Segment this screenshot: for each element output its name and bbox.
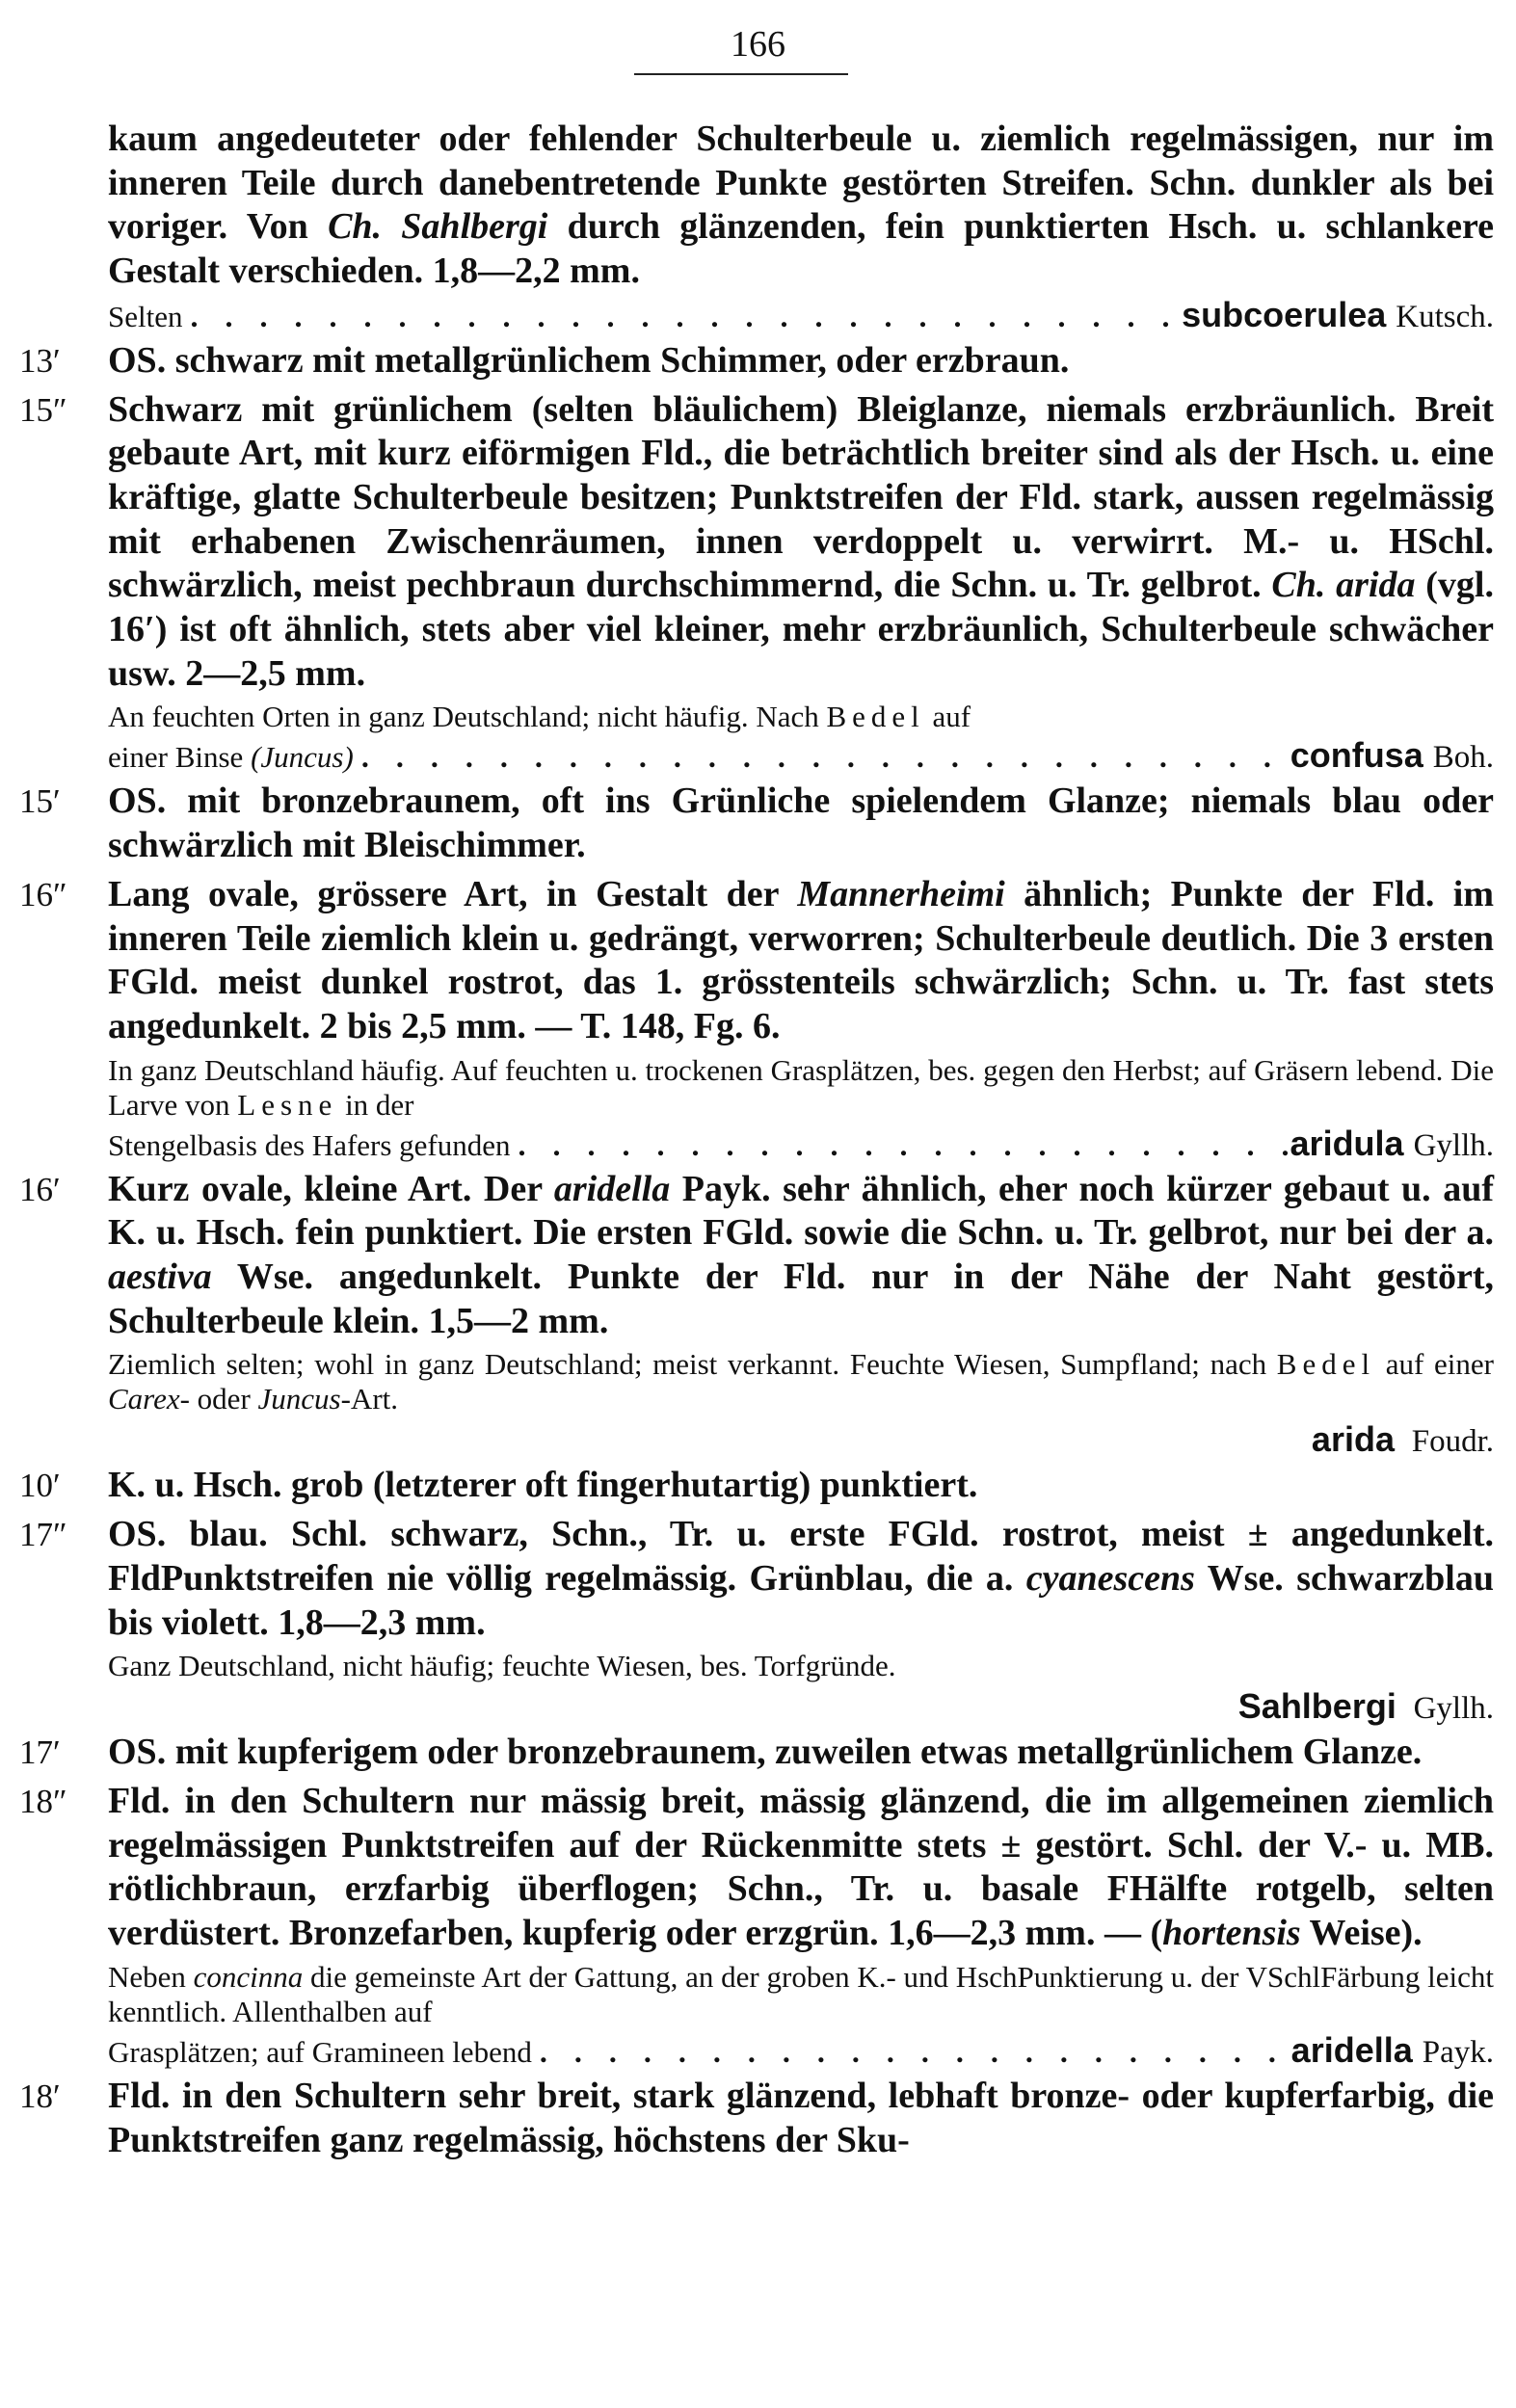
entry-15-double-prime xyxy=(19,388,1494,776)
entry-17-double-prime xyxy=(19,1513,1494,1726)
species-name: aridula xyxy=(1290,1123,1404,1163)
habitat-note: An feuchten Orten in ganz Deutschland; nicht häufig. Nach Bedel auf xyxy=(108,700,971,734)
species-line xyxy=(108,1419,1494,1460)
species-author: Foudr. xyxy=(1411,1424,1494,1460)
entry-description: OS. schwarz mit metallgrünlichem Schimmer, oder erzbraun. xyxy=(108,339,1070,381)
species-line: einer Binse (Juncus) . . . confusa Boh. xyxy=(108,738,1494,775)
species-author: Kutsch. xyxy=(1396,299,1494,334)
entry-description: Kurz ovale, kleine Art. Der aridella Payk. sehr ähnlich, eher noch kürzer gebaut u. auf K. u. Hsch. fein punktiert. Die ersten FGld. sowie die Schn. u. Tr. gelbrot, nur bei der a. aestiva Wse. angedunkelt. Punkte der Fld. nur in der Nähe der Naht gestört, Schulterbeule klein. 1,5—2 mm. xyxy=(108,1168,1494,1341)
couplet-number: 18′ xyxy=(19,2077,61,2115)
species-author: Boh. xyxy=(1432,740,1494,776)
habitat-note: Ziemlich selten; wohl in ganz Deutschland; meist verkannt. Feuchte Wiesen, Sumpfland; nach Bedel auf einer Carex- oder Juncus-Art. xyxy=(108,1347,1494,1416)
entry-description: Schwarz mit grünlichem (selten bläulichem) Bleiglanze, niemals erzbräunlich. Breit gebaute Art, mit kurz eiförmigen Fld., die beträchtlich breiter sind als der Hsch. u. eine kräftige, glatte Schulterbeule besitzen; Punktstreifen der Fld. stark, aussen regelmässig mit erhabenen Zwischenräumen, innen verdoppelt u. verwirrt. M.- u. HSchl. schwärzlich, meist pechbraun durchschimmernd, die Schn. u. Tr. gelbrot. Ch. arida (vgl. 16′) ist oft ähnlich, stets aber viel kleiner, mehr erzbräunlich, Schulterbeule schwächer usw. 2—2,5 mm. xyxy=(108,388,1494,694)
entry-13-prime xyxy=(19,339,1494,384)
species-line: Grasplätzen; auf Gramineen lebend . . . aridella Payk. xyxy=(108,2033,1494,2070)
couplet-number: 15′ xyxy=(19,782,61,821)
species-author: Gyllh. xyxy=(1413,1691,1494,1727)
species-name: arida xyxy=(1311,1419,1395,1460)
entry-description: Lang ovale, grössere Art, in Gestalt der Mannerheimi ähnlich; Punkte der Fld. im inneren Teile ziemlich klein u. gedrängt, verworren; Schulterbeule deutlich. Die 3 ersten FGld. meist dunkel rostrot, das 1. grösstenteils schwärzlich; Schn. u. Tr. fast stets angedunkelt. 2 bis 2,5 mm. — T. 148, Fg. 6. xyxy=(108,873,1495,1046)
species-author: Gyllh. xyxy=(1413,1127,1494,1163)
couplet-number: 18″ xyxy=(19,1782,67,1820)
entry-description: OS. mit bronzebraunem, oft ins Grünliche spielendem Glanze; niemals blau oder schwärzlich mit Bleischimmer. xyxy=(108,781,1494,866)
entry-16-double-prime xyxy=(19,873,1494,1163)
habitat-note: In ganz Deutschland häufig. Auf feuchten u. trockenen Grasplätzen, bes. gegen den Herbst; auf Gräsern lebend. Die Larve von Lesne in der xyxy=(108,1052,1494,1122)
entry-description: Fld. in den Schultern sehr breit, stark glänzend, lebhaft bronze- oder kupferfarbig, die Punktstreifen ganz regelmässig, höchstens der Sku- xyxy=(108,2075,1494,2160)
species-name: subcoerulea xyxy=(1182,294,1387,334)
species-author: Payk. xyxy=(1422,2034,1494,2070)
entry-18-prime xyxy=(19,2075,1494,2162)
couplet-number: 17′ xyxy=(19,1733,61,1772)
entry-continuation xyxy=(19,118,1494,334)
habitat-note: Ganz Deutschland, nicht häufig; feuchte Wiesen, bes. Torfgründe. xyxy=(108,1649,896,1683)
entry-description: OS. mit kupferigem oder bronzebraunem, zuweilen etwas metallgrünlichem Glanze. xyxy=(108,1732,1423,1773)
habitat-note: Neben concinna die gemeinste Art der Gattung, an der groben K.- und HschPunktierung u. der VSchlFärbung leicht kenntlich. Allenthalben auf xyxy=(108,1959,1495,2028)
header-rule xyxy=(634,73,848,75)
couplet-number: 13′ xyxy=(19,341,61,380)
key-content xyxy=(19,118,1494,2167)
entry-15-prime xyxy=(19,780,1494,867)
species-line: Stengelbasis des Hafers gefunden . . . aridula Gyllh. xyxy=(108,1126,1494,1163)
species-line xyxy=(108,294,1494,334)
leader-dots xyxy=(532,2034,1291,2069)
page-number: 166 xyxy=(731,24,785,65)
couplet-number: 10′ xyxy=(19,1467,61,1505)
species-name: aridella xyxy=(1290,2029,1413,2070)
leader-dots xyxy=(354,739,1290,774)
couplet-number: 16″ xyxy=(19,875,67,913)
entry-10-prime xyxy=(19,1464,1494,1508)
entry-17-prime xyxy=(19,1731,1494,1775)
entry-18-double-prime xyxy=(19,1780,1494,2070)
leader-dots xyxy=(183,299,1183,333)
couplet-number: 15″ xyxy=(19,390,67,429)
habitat-note: Selten xyxy=(108,299,183,333)
couplet-number: 16′ xyxy=(19,1170,61,1208)
species-name: confusa xyxy=(1290,735,1423,776)
couplet-number: 17″ xyxy=(19,1516,67,1554)
entry-description: OS. blau. Schl. schwarz, Schn., Tr. u. erste FGld. rostrot, meist ± angedunkelt. FldPunktstreifen nie völlig regelmässig. Grünblau, die a. cyanescens Wse. schwarzblau bis violett. 1,8—2,3 mm. xyxy=(108,1514,1494,1643)
species-name: Sahlbergi xyxy=(1237,1686,1396,1727)
entry-description: K. u. Hsch. grob (letzterer oft fingerhutartig) punktiert. xyxy=(108,1465,978,1506)
entry-description: kaum angedeuteter oder fehlender Schulterbeule u. ziemlich regelmässigen, nur im inneren Teile durch danebentretende Punkte gestörten Streifen. Schn. dunkler als bei voriger. Von Ch. Sahlbergi durch glänzenden, fein punktierten Hsch. u. schlankere Gestalt verschieden. 1,8—2,2 mm. xyxy=(108,119,1495,292)
species-line xyxy=(108,1686,1494,1727)
entry-16-prime xyxy=(19,1168,1494,1460)
leader-dots xyxy=(511,1127,1290,1162)
entry-description: Fld. in den Schultern nur mässig breit, mässig glänzend, die im allgemeinen ziemlich regelmässigen Punktstreifen auf der Rückenmitte stets ± gestört. Schl. der V.- u. MB. rötlichbraun, erzfarbig überflogen; Schn., Tr. u. basale FHälfte rotgelb, selten verdüstert. Bronzefarben, kupferig oder erzgrün. 1,6—2,3 mm. — (hortensis Weise). xyxy=(108,1780,1494,1954)
